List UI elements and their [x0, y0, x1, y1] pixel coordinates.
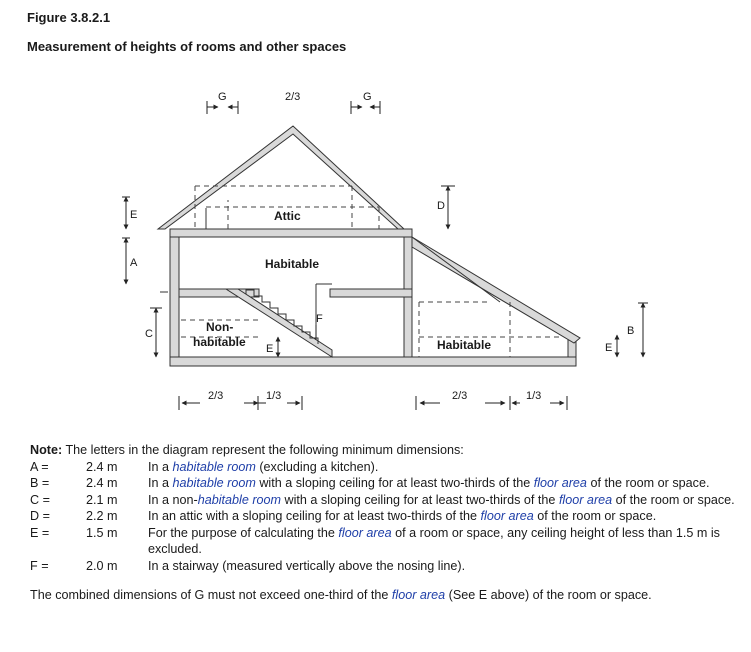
- note-value: 2.0 m: [86, 558, 118, 573]
- letter-b: B: [627, 325, 635, 337]
- note-text: with a sloping ceiling for at least two-thirds of the: [255, 476, 534, 490]
- notes-final: [30, 587, 742, 604]
- note-text: of a room or space, any ceiling height of less than 1.5 m is excluded.: [148, 525, 720, 556]
- floor-area-link[interactable]: floor area: [338, 525, 392, 540]
- figure-number: Figure 3.8.2.1: [27, 10, 111, 25]
- habitable-room-link[interactable]: habitable room: [197, 492, 282, 507]
- floor-area-link[interactable]: floor area: [391, 588, 446, 602]
- letter-f: F: [316, 313, 323, 325]
- note-key: B =: [30, 476, 50, 490]
- letter-d: D: [437, 200, 445, 212]
- letter-a: A: [130, 257, 138, 269]
- note-key: A =: [30, 459, 49, 474]
- note-text: with a sloping ceiling for at least two-thirds of the: [281, 492, 559, 507]
- note-key: F =: [30, 558, 49, 573]
- note-description: [148, 525, 742, 558]
- floor-area-link[interactable]: floor area: [480, 509, 534, 523]
- note-key: C =: [30, 492, 50, 507]
- note-description: [148, 492, 742, 509]
- floor-area-link[interactable]: floor area: [558, 492, 613, 507]
- note-row: [30, 558, 742, 575]
- habitable-lower-label: Habitable: [437, 338, 492, 352]
- letter-e-left: E: [130, 209, 138, 221]
- note-row: [30, 508, 742, 525]
- note-row: [30, 475, 742, 492]
- notes-intro-label: Note:: [30, 443, 63, 457]
- fraction-left-one-third: 1/3: [266, 390, 282, 402]
- note-key: E =: [30, 525, 50, 540]
- fraction-right-two-thirds: 2/3: [452, 390, 468, 402]
- habitable-upper-label: Habitable: [265, 257, 320, 271]
- note-text: of the room or space.: [586, 476, 710, 490]
- floor-area-link[interactable]: floor area: [533, 476, 587, 490]
- notes-section: [30, 442, 742, 604]
- habitable-room-link[interactable]: habitable room: [172, 476, 256, 490]
- note-text: The combined dimensions of G must not exceed one-third of the: [30, 588, 392, 602]
- letter-e-stair: E: [266, 343, 274, 355]
- note-text: In a: [148, 459, 173, 474]
- letter-e-right: E: [605, 342, 613, 354]
- note-text: of the room or space.: [612, 492, 735, 507]
- note-text: (excluding a kitchen).: [255, 459, 379, 474]
- fraction-labels: [208, 91, 541, 402]
- fraction-right-one-third: 1/3: [526, 390, 542, 402]
- fraction-left-two-thirds: 2/3: [208, 390, 224, 402]
- dashed-lines: [181, 186, 560, 357]
- note-text: of the room or space.: [533, 509, 657, 523]
- note-key: D =: [30, 509, 50, 523]
- note-text: In a non-: [148, 492, 198, 507]
- note-text: (See E above) of the room or space.: [445, 588, 652, 602]
- figure-title: Measurement of heights of rooms and other spaces: [27, 39, 347, 54]
- note-text: For the purpose of calculating the: [148, 525, 339, 540]
- note-value: 2.4 m: [86, 459, 118, 474]
- note-description: [148, 558, 742, 575]
- note-row: [30, 492, 742, 509]
- habitable-room-link[interactable]: habitable room: [172, 459, 256, 474]
- note-description: [148, 475, 742, 492]
- note-description: [148, 459, 742, 476]
- non-habitable-label-line1: Non-: [206, 320, 234, 334]
- note-description: [148, 508, 742, 525]
- note-value: 2.4 m: [86, 476, 118, 490]
- note-row: [30, 459, 742, 476]
- note-text: In an attic with a sloping ceiling for at least two-thirds of the: [148, 509, 481, 523]
- note-value: 2.1 m: [86, 492, 118, 507]
- note-text: In a: [148, 476, 173, 490]
- note-value: 1.5 m: [86, 525, 118, 540]
- letter-g-left: G: [218, 91, 227, 103]
- note-text: In a stairway (measured vertically above the nosing line).: [148, 558, 466, 573]
- fraction-top: 2/3: [285, 91, 301, 103]
- letter-g-right: G: [363, 91, 372, 103]
- attic-label: Attic: [274, 209, 301, 223]
- notes-intro-text: The letters in the diagram represent the following minimum dimensions:: [62, 443, 464, 457]
- notes-intro: [30, 442, 742, 459]
- letter-c: C: [145, 328, 153, 340]
- note-row: [30, 525, 742, 558]
- non-habitable-label-line2: habitable: [193, 335, 246, 349]
- note-value: 2.2 m: [86, 509, 118, 523]
